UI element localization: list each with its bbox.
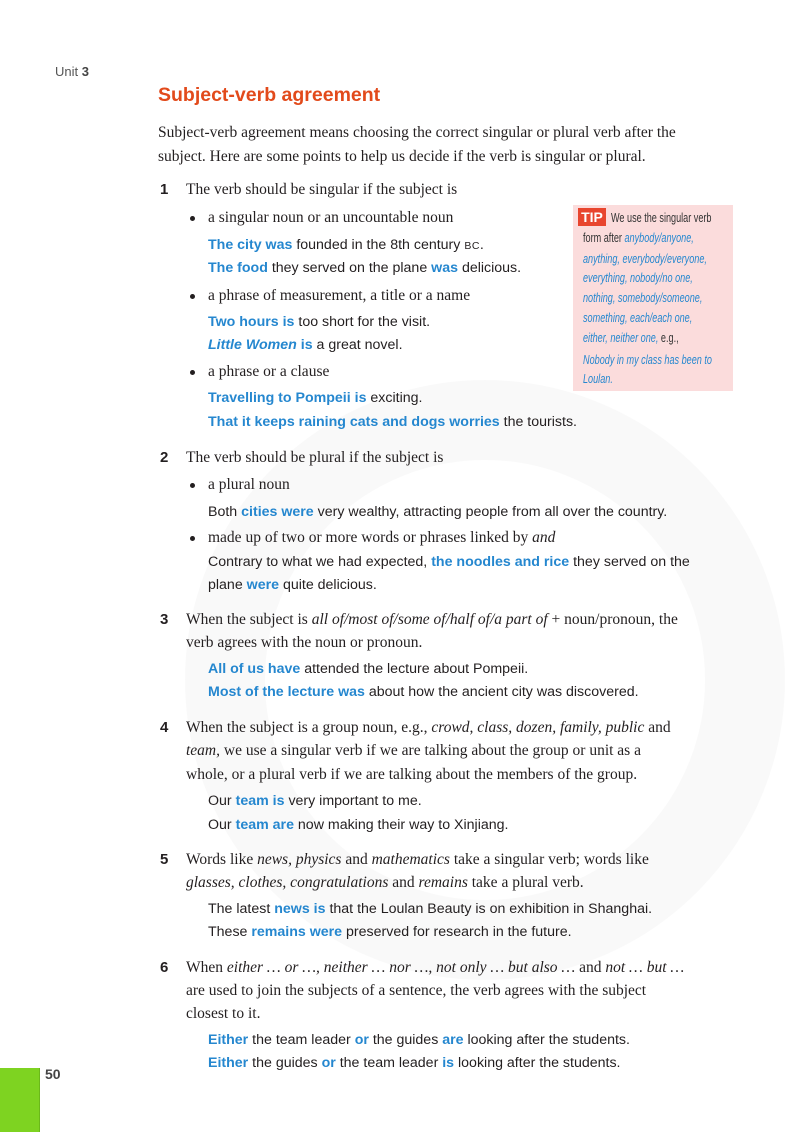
text-segment: the team leader: [335, 1055, 443, 1071]
text-segment: form after: [583, 230, 625, 245]
section-number: 3: [160, 611, 169, 628]
tip-line: [583, 350, 712, 370]
example-sentence: [208, 500, 667, 524]
text-segment: The latest: [208, 901, 275, 917]
highlighted-phrase: the noodles and rice: [431, 554, 570, 570]
tip-line: [583, 308, 692, 328]
highlighted-phrase: That it keeps raining cats and dogs worries: [208, 414, 500, 430]
section-number: 5: [160, 851, 169, 868]
highlighted-phrase: Little Women: [208, 337, 297, 353]
text-segment: e.g.,: [658, 330, 679, 345]
highlighted-phrase: Either: [208, 1055, 249, 1071]
text-segment: founded in the 8th century: [292, 237, 465, 253]
text-segment: are used to join the subjects of a sentence, the verb agrees with the subject: [186, 982, 647, 999]
text-segment: a phrase of measurement, a title or a name: [208, 287, 471, 304]
bullet-marker: [190, 294, 195, 299]
bullet-marker: [190, 536, 195, 541]
tip-line: [611, 208, 711, 228]
italic-term: crowd, class, dozen, family, public: [431, 719, 645, 736]
highlighted-phrase: were: [246, 577, 279, 593]
text-segment: The verb should be singular if the subject is: [186, 181, 458, 198]
highlighted-phrase: anything, everybody/everyone,: [583, 251, 707, 266]
text-segment: When the subject is: [186, 611, 312, 628]
page-edge-strip: [0, 1068, 40, 1132]
highlighted-phrase: Nobody in my class has been to: [583, 352, 712, 367]
text-segment: attended the lecture about Pompeii.: [300, 661, 529, 677]
text-segment: + noun/pronoun, the: [547, 611, 678, 628]
section-number: 6: [160, 959, 169, 976]
highlighted-phrase: Two hours is: [208, 314, 295, 330]
text-segment: that the Loulan Beauty is on exhibition in Shanghai.: [325, 901, 653, 917]
page-number: 50: [45, 1066, 61, 1082]
highlighted-phrase: nothing, somebody/someone,: [583, 290, 703, 305]
text-segment: .: [479, 237, 484, 253]
italic-term: not … but …: [605, 959, 685, 976]
rule-line: [186, 848, 649, 872]
highlighted-phrase: anybody/anyone,: [624, 230, 694, 245]
rule-line: [186, 1002, 260, 1026]
highlighted-phrase: are: [442, 1032, 464, 1048]
text-segment: The verb should be plural if the subject is: [186, 449, 444, 466]
example-sentence: [208, 410, 577, 434]
rule-line: [186, 871, 584, 895]
example-sentence: [208, 550, 690, 574]
text-segment: Contrary to what we had expected,: [208, 554, 432, 570]
text-segment: quite delicious.: [279, 577, 377, 593]
text-segment: the guides: [368, 1032, 443, 1048]
italic-term: glasses, clothes, congratulations: [186, 874, 389, 891]
text-segment: take a plural verb.: [467, 874, 584, 891]
italic-term: all of/most of/some of/half of/a part of: [311, 611, 548, 628]
highlighted-phrase: team are: [235, 817, 294, 833]
text-segment: Our: [208, 817, 236, 833]
text-segment: about how the ancient city was discovered.: [364, 684, 639, 700]
text-segment: preserved for research in the future.: [342, 924, 572, 940]
bullet-marker: [190, 216, 195, 221]
tip-label: TIP: [578, 208, 606, 226]
example-sentence: [208, 680, 639, 704]
text-segment: the team leader: [248, 1032, 355, 1048]
page-title: Subject-verb agreement: [158, 84, 381, 106]
unit-word: Unit: [55, 64, 79, 79]
highlighted-phrase: All of us have: [208, 661, 301, 677]
highlighted-phrase: either, neither one,: [583, 330, 659, 345]
highlighted-phrase: Either: [208, 1032, 249, 1048]
highlighted-phrase: or: [354, 1032, 369, 1048]
rule-line: [186, 178, 457, 202]
highlighted-phrase: Travelling to Pompeii is: [208, 390, 367, 406]
text-segment: Our: [208, 793, 236, 809]
tip-line: [583, 288, 702, 308]
text-segment: a phrase or a clause: [208, 363, 330, 380]
highlighted-phrase: everything, nobody/no one,: [583, 270, 693, 285]
text-segment: a plural noun: [208, 476, 290, 493]
example-sentence: [208, 657, 528, 681]
section-number: 1: [160, 181, 169, 198]
section-number: 2: [160, 449, 169, 466]
highlighted-phrase: The food: [208, 260, 268, 276]
rule-line: [186, 956, 684, 980]
text-segment: When: [186, 959, 227, 976]
tip-line: [583, 228, 694, 248]
highlighted-phrase: or: [321, 1055, 336, 1071]
rule-line: [186, 446, 443, 470]
bullet-text: [208, 284, 470, 308]
bullet-text: [208, 473, 290, 497]
example-sentence: [208, 789, 422, 813]
highlighted-phrase: news is: [274, 901, 326, 917]
text-segment: closest to it.: [186, 1005, 261, 1022]
intro-line: [158, 145, 646, 169]
rule-line: [186, 608, 678, 632]
text-segment: subject. Here are some points to help us decide if the verb is singular or plural.: [158, 148, 646, 165]
tip-line: [583, 328, 679, 348]
example-sentence: [208, 333, 403, 357]
text-segment: Words like: [186, 851, 258, 868]
text-segment: delicious.: [458, 260, 522, 276]
text-segment: looking after the students.: [463, 1032, 630, 1048]
tip-box: [573, 205, 733, 391]
rule-line: [186, 631, 422, 655]
italic-term: either … or …, neither … nor …, not only … but also …: [226, 959, 576, 976]
bullet-text: [208, 526, 555, 550]
bullet-marker: [190, 483, 195, 488]
italic-term: news, physics: [257, 851, 342, 868]
highlighted-phrase: Most of the lecture was: [208, 684, 365, 700]
text-segment: the tourists.: [499, 414, 577, 430]
intro-line: [158, 121, 676, 145]
bullet-text: [208, 206, 453, 230]
example-sentence: [208, 897, 652, 921]
example-sentence: [208, 920, 572, 944]
highlighted-phrase: team is: [235, 793, 285, 809]
tip-line: [583, 249, 707, 269]
highlighted-phrase: is: [296, 337, 313, 353]
text-segment: a great novel.: [312, 337, 403, 353]
text-segment: and: [644, 719, 671, 736]
text-segment: and: [341, 851, 372, 868]
italic-term: team,: [186, 742, 221, 759]
unit-label: [55, 63, 89, 81]
text-segment: and: [388, 874, 419, 891]
text-segment: very wealthy, attracting people from all over the country.: [313, 504, 668, 520]
bullet-marker: [190, 370, 195, 375]
text-segment: they served on the: [569, 554, 690, 570]
text-segment: very important to me.: [284, 793, 422, 809]
text-segment: a singular noun or an uncountable noun: [208, 209, 454, 226]
text-segment: These: [208, 924, 252, 940]
example-sentence: [208, 1028, 630, 1052]
example-sentence: [208, 573, 377, 597]
example-sentence: [208, 386, 422, 410]
example-sentence: [208, 233, 484, 258]
highlighted-phrase: Loulan.: [583, 371, 613, 386]
text-segment: they served on the plane: [267, 260, 432, 276]
unit-number: 3: [81, 64, 89, 79]
text-segment: Subject-verb agreement means choosing the correct singular or plural verb after the: [158, 124, 676, 141]
text-segment: looking after the students.: [454, 1055, 621, 1071]
tip-line: [583, 268, 693, 288]
text-segment: take a singular verb; words like: [449, 851, 649, 868]
text-segment: and: [575, 959, 606, 976]
text-segment: made up of two or more words or phrases linked by: [208, 529, 533, 546]
example-sentence: [208, 1051, 621, 1075]
rule-line: [186, 763, 637, 787]
highlighted-phrase: The city was: [208, 237, 293, 253]
section-number: 4: [160, 719, 169, 736]
text-segment: When the subject is a group noun, e.g.,: [186, 719, 432, 736]
rule-line: [186, 739, 641, 763]
text-segment: We use the singular verb: [611, 210, 712, 225]
tip-line: [583, 369, 613, 389]
text-segment: BC: [464, 240, 480, 252]
text-segment: plane: [208, 577, 247, 593]
text-segment: we use a singular verb if we are talking about the group or unit as a: [220, 742, 641, 759]
highlighted-phrase: cities were: [241, 504, 314, 520]
example-sentence: [208, 256, 521, 280]
text-segment: Both: [208, 504, 242, 520]
text-segment: now making their way to Xinjiang.: [293, 817, 509, 833]
italic-term: and: [532, 529, 556, 546]
highlighted-phrase: something, each/each one,: [583, 310, 693, 325]
highlighted-phrase: is: [442, 1055, 455, 1071]
text-segment: whole, or a plural verb if we are talking about the members of the group.: [186, 766, 638, 783]
rule-line: [186, 979, 646, 1003]
italic-term: mathematics: [371, 851, 450, 868]
text-segment: too short for the visit.: [294, 314, 431, 330]
highlighted-phrase: was: [431, 260, 458, 276]
rule-line: [186, 716, 671, 740]
text-segment: exciting.: [366, 390, 423, 406]
text-segment: the guides: [248, 1055, 322, 1071]
highlighted-phrase: remains were: [251, 924, 343, 940]
example-sentence: [208, 813, 508, 837]
text-segment: verb agrees with the noun or pronoun.: [186, 634, 423, 651]
italic-term: remains: [418, 874, 468, 891]
bullet-text: [208, 360, 329, 384]
example-sentence: [208, 310, 430, 334]
